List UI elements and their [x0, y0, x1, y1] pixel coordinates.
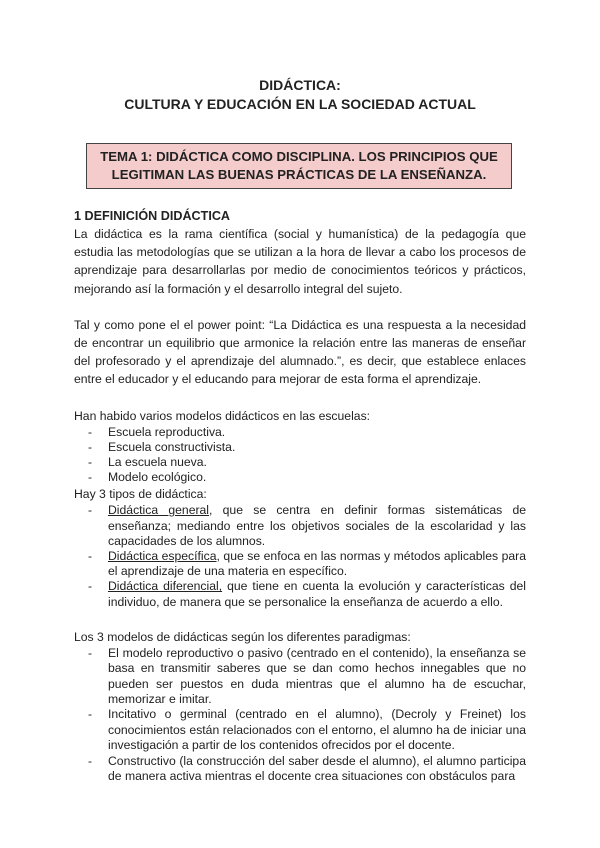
paragraph-quote: Tal y como pone el el power point: “La Didáctica es una respuesta a la necesidad de encontrar un equilibrio que armonice la relación entre las maneras de enseñar del profesorado y el aprendizaje del alumnado.”, es decir, que establece enlaces entre el educador y el educando para mejorar de esta forma el aprendizaje.	[74, 317, 526, 387]
list-item: - El modelo reproductivo o pasivo (centrado en el contenido), la enseñanza se basa en transmitir saberes que se dan como hechos innegables que no pueden ser puestos en duda mientras que el alumno ha de escuchar, memorizar e imitar.	[88, 645, 526, 707]
types-list	[74, 503, 526, 609]
topic-line-2: LEGITIMAN LAS BUENAS PRÁCTICAS DE LA ENSEÑANZA.	[111, 167, 487, 182]
paradigms-intro: Los 3 modelos de didácticas según los diferentes paradigmas:	[74, 629, 411, 644]
title-line-1: DIDÁCTICA:	[259, 77, 341, 93]
type-term: Didáctica general	[108, 503, 210, 518]
document-title	[0, 76, 600, 114]
topic-heading-box	[86, 143, 512, 189]
section-heading: 1 DEFINICIÓN DIDÁCTICA	[74, 209, 231, 223]
list-item: - Constructivo (la construcción del saber desde el alumno), el alumno participa de manera activa mientras el docente crea situaciones con obstáculos para	[88, 753, 526, 784]
title-line-2: CULTURA Y EDUCACIÓN EN LA SOCIEDAD ACTUAL	[124, 96, 476, 112]
list-item: - Didáctica diferencial, que tiene en cuenta la evolución y características del individuo, de manera que se personalice la enseñanza de acuerdo a ello.	[88, 579, 526, 609]
document-body	[74, 208, 526, 785]
list-item: - Modelo ecológico.	[88, 470, 207, 485]
types-intro: Hay 3 tipos de didáctica:	[74, 487, 207, 502]
list-item: - Escuela constructivista.	[88, 439, 236, 454]
list-item: - Didáctica general, que se centra en definir formas sistemáticas de enseñanza; mediando entre los objetivos sociales de la escolaridad y las capacidades de los alumnos.	[88, 503, 527, 548]
list-item: - La escuela nueva.	[88, 455, 207, 470]
models-list	[74, 425, 526, 486]
topic-line-1: TEMA 1: DIDÁCTICA COMO DISCIPLINA. LOS PRINCIPIOS QUE	[100, 149, 498, 164]
paradigms-list	[74, 646, 526, 785]
models-intro: Han habido varios modelos didácticos en las escuelas:	[74, 408, 371, 423]
list-item: - Incitativo o germinal (centrado en el alumno), (Decroly y Freinet) los conocimientos están relacionados con el entorno, el alumno ha de iniciar una investigación a partir de los contenidos ofrecidos por el docente.	[88, 707, 526, 753]
type-term: Didáctica diferencial,	[108, 579, 223, 594]
paragraph-definition: La didáctica es la rama científica (social y humanística) de la pedagogía que estudia las metodologías que se utilizan a la hora de llevar a cabo los procesos de aprendizaje para desarrollarlas por medio de conocimientos teóricos y prácticos, mejorando así la formación y el desarrollo integral del sujeto.	[74, 227, 526, 296]
list-item: - Didáctica específica, que se enfoca en las normas y métodos aplicables para el aprendizaje de una materia en específico.	[88, 549, 526, 579]
type-term: Didáctica específica	[108, 549, 217, 564]
list-item: - Escuela reproductiva.	[88, 424, 226, 439]
